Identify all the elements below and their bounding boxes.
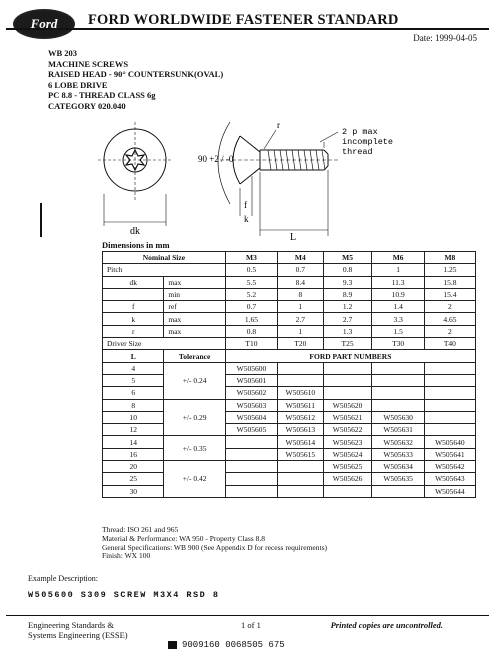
part-numbers-header: FORD PART NUMBERS [225,350,475,362]
table-row [103,264,476,276]
barcode-mark [168,641,177,649]
specification-notes [102,526,327,561]
header-rule [6,28,489,30]
part-number [424,387,475,399]
length-value: 8 [103,399,164,411]
part-number: W505631 [372,424,424,436]
dimension-value: 9.3 [323,276,372,288]
nominal-size-header: Nominal Size [103,252,226,264]
part-number: W505643 [424,473,475,485]
part-number: W505632 [372,436,424,448]
part-number [424,411,475,423]
part-number [278,374,323,386]
page-title: FORD WORLDWIDE FASTENER STANDARD [88,12,399,28]
standard-drive: 6 LOBE DRIVE [48,79,108,90]
length-value: 25 [103,473,164,485]
part-number: W505623 [323,436,372,448]
thread-note-line: incomplete [342,137,394,147]
dimension-value: T40 [424,338,475,350]
part-number [278,485,323,497]
dimension-value: 0.7 [225,301,277,313]
part-number [372,362,424,374]
dimension-qualifier: max [164,313,225,325]
part-number: W505642 [424,461,475,473]
dimension-value: T20 [278,338,323,350]
length-value: 16 [103,448,164,460]
angle-label: 90 +2 / -0 [198,154,234,164]
part-number: W505604 [225,411,277,423]
table-row [103,461,476,473]
part-number: W505640 [424,436,475,448]
table-row [103,485,476,497]
part-number [424,424,475,436]
dimension-value: 4.65 [424,313,475,325]
margin-mark [40,203,42,237]
thread-note-line: thread [342,147,373,157]
length-value: 20 [103,461,164,473]
k-label: k [244,214,249,224]
L-label: L [290,232,297,242]
dimension-qualifier: min [164,288,225,300]
dimension-value: 3.3 [372,313,424,325]
part-number: W505612 [278,411,323,423]
dimension-name: dk [103,276,164,288]
head-top-view [98,122,172,226]
part-number [372,485,424,497]
part-number: W505605 [225,424,277,436]
part-number [225,436,277,448]
dimension-name: f [103,301,164,313]
table-row [103,374,476,386]
part-number [225,473,277,485]
table-row [103,399,476,411]
screw-side-view [218,122,338,236]
dimension-value: 2.7 [278,313,323,325]
dimension-name: k [103,313,164,325]
dimension-name [103,288,164,300]
dimensions-table [102,251,476,498]
part-number [424,399,475,411]
part-number: W505633 [372,448,424,460]
dimension-value: 0.5 [225,264,277,276]
part-number [323,387,372,399]
dimension-value: 5.2 [225,288,277,300]
length-value: 5 [103,374,164,386]
dimension-value: 2.7 [323,313,372,325]
length-value: 6 [103,387,164,399]
dimension-value: T30 [372,338,424,350]
dk-label: dk [130,226,140,237]
part-number [225,485,277,497]
dimension-qualifier: max [164,325,225,337]
tolerance-value: +/- 0.42 [164,461,225,498]
part-number [424,374,475,386]
dimension-value: 1.5 [372,325,424,337]
dimension-value: 15.8 [424,276,475,288]
dimension-qualifier: ref [164,301,225,313]
note-material: Material & Performance: WA 950 - Property Class 8.8 [102,533,265,543]
note-general: General Specifications: WB 900 (See Appendix D for recess requirements) [102,542,327,552]
table-row [103,411,476,423]
length-value: 12 [103,424,164,436]
part-number: W505600 [225,362,277,374]
standard-category: CATEGORY 020.040 [48,100,126,111]
part-number: W505610 [278,387,323,399]
standard-head: RAISED HEAD - 90° COUNTERSUNK(OVAL) [48,69,224,80]
dimension-value: 1.3 [323,325,372,337]
barcode [168,640,285,650]
table-row [103,424,476,436]
part-number: W505644 [424,485,475,497]
part-number [424,362,475,374]
part-number: W505611 [278,399,323,411]
length-header: L [103,350,164,362]
table-row [103,301,476,313]
footer-dept-line: Systems Engineering (ESSE) [28,630,128,640]
standard-type: MACHINE SCREWS [48,58,129,69]
table-row [103,313,476,325]
table-header-row [103,252,476,264]
dimension-value: T25 [323,338,372,350]
part-number [372,387,424,399]
table-row [103,436,476,448]
part-number: W505641 [424,448,475,460]
dimension-value: 8 [278,288,323,300]
dimension-value: 15.4 [424,288,475,300]
dimensions-title: Dimensions in mm [102,240,170,250]
dimension-value: 8.4 [278,276,323,288]
dimension-value: 1.4 [372,301,424,313]
length-value: 14 [103,436,164,448]
dimension-value: 1 [278,325,323,337]
standard-class: PC 8.8 - THREAD CLASS 6g [48,90,156,101]
dimension-value: 8.9 [323,288,372,300]
thread-note [342,127,393,157]
part-number [225,448,277,460]
dimension-value: 1 [278,301,323,313]
dimension-value: 2 [424,301,475,313]
dimension-name: Driver Size [103,338,226,350]
part-number [278,473,323,485]
part-number: W505615 [278,448,323,460]
part-number [278,362,323,374]
page-number: 1 of 1 [241,620,261,630]
note-thread: Thread: ISO 261 and 965 [102,525,179,534]
uncontrolled-notice: Printed copies are uncontrolled. [330,620,443,630]
table-row [103,338,476,350]
thread-note-line: 2 p max [342,127,378,137]
length-value: 10 [103,411,164,423]
dimension-value: 10.9 [372,288,424,300]
tolerance-value: +/- 0.24 [164,362,225,399]
part-number: W505626 [323,473,372,485]
dimension-value: 11.3 [372,276,424,288]
size-header: M6 [372,252,424,264]
length-header-row [103,350,476,362]
logo-text: Ford [30,16,58,31]
note-finish: Finish: WX 100 [102,551,151,561]
table-row [103,362,476,374]
table-row [103,325,476,337]
part-number: W505625 [323,461,372,473]
footer-dept-line: Engineering Standards & [28,620,114,630]
ford-logo [13,9,75,39]
tolerance-value: +/- 0.35 [164,436,225,461]
part-number: W505622 [323,424,372,436]
part-number: W505634 [372,461,424,473]
size-header: M4 [278,252,323,264]
dimension-value: 1.25 [424,264,475,276]
example-description: W505600 S309 SCREW M3X4 RSD 8 [28,590,220,600]
part-number [323,374,372,386]
part-number: W505602 [225,387,277,399]
example-label: Example Description: [28,574,98,583]
dimension-value: 5.5 [225,276,277,288]
tolerance-value: +/- 0.29 [164,399,225,436]
f-label: f [244,200,247,210]
part-number [372,399,424,411]
table-row [103,448,476,460]
dimension-value: 1.65 [225,313,277,325]
part-number: W505603 [225,399,277,411]
part-number: W505621 [323,411,372,423]
table-row [103,473,476,485]
table-row [103,387,476,399]
part-number: W505630 [372,411,424,423]
dimension-value: 1 [372,264,424,276]
footer-department [28,620,128,640]
standard-info [48,48,223,112]
document-date: Date: 1999-04-05 [413,33,477,43]
part-number: W505613 [278,424,323,436]
barcode-text: 9009160 0068505 675 [182,640,285,650]
part-number: W505620 [323,399,372,411]
standard-number: WB 203 [48,48,78,58]
part-number: W505614 [278,436,323,448]
part-number [372,374,424,386]
part-number: W505624 [323,448,372,460]
dimension-name: r [103,325,164,337]
length-value: 4 [103,362,164,374]
dimension-qualifier: max [164,276,225,288]
size-header: M5 [323,252,372,264]
r-label: r [277,120,280,130]
dimension-value: 2 [424,325,475,337]
table-row [103,288,476,300]
part-number [225,461,277,473]
part-number: W505601 [225,374,277,386]
tolerance-header: Tolerance [164,350,225,362]
length-value: 30 [103,485,164,497]
size-header: M3 [225,252,277,264]
part-number [323,362,372,374]
dimension-value: T10 [225,338,277,350]
size-header: M8 [424,252,475,264]
part-number [323,485,372,497]
part-number: W505635 [372,473,424,485]
dimension-value: 0.7 [278,264,323,276]
dimension-value: 1.2 [323,301,372,313]
dimension-value: 0.8 [323,264,372,276]
screw-drawing [80,112,400,242]
part-number [278,461,323,473]
dimension-value: 0.8 [225,325,277,337]
table-row [103,276,476,288]
dimension-name: Pitch [103,264,226,276]
footer-rule [6,615,489,616]
